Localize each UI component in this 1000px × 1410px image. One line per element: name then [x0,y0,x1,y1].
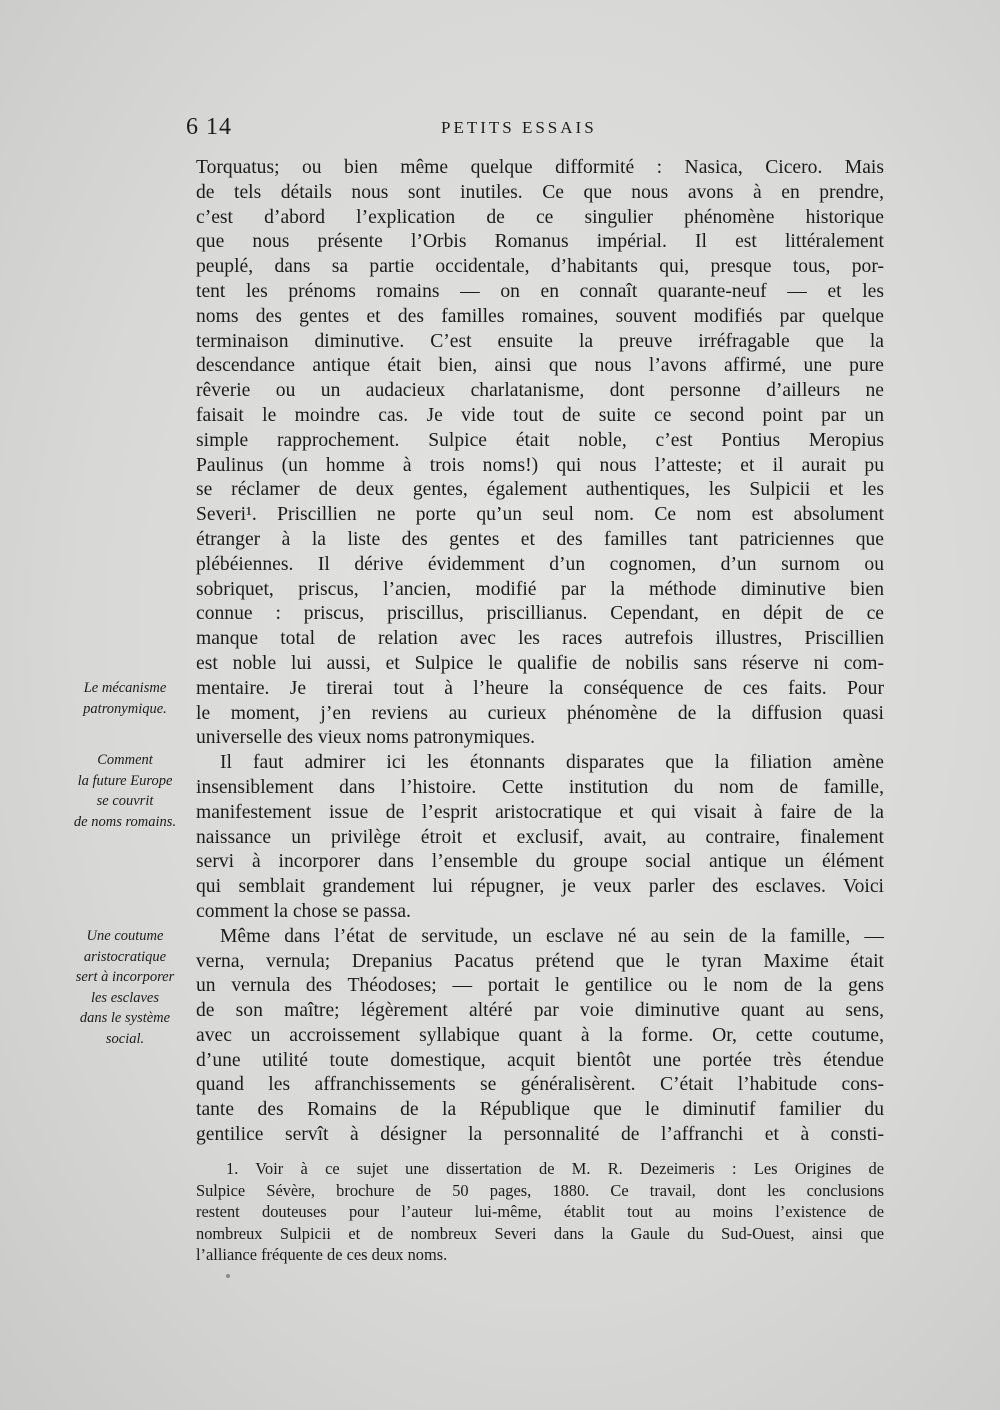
margin-note [60,926,190,1049]
text-line: tent les prénoms romains — on en connaît quarante-neuf — et les [196,280,884,302]
text-line: que nous présente l’Orbis Romanus impérial. Il est littéralement [196,231,884,253]
footnote-line: restent douteuses pour l’auteur lui-même, établit tout au moins l’existence de [196,1202,884,1221]
text-line: manque total de relation avec les races autrefois illustres, Priscillien [196,628,884,650]
text-line: comment la chose se passa. [196,900,411,922]
footnote-line: Sulpice Sévère, brochure de 50 pages, 1880. Ce travail, dont les conclusions [196,1180,884,1200]
text-line: noms des gentes et des familles romaines, souvent modifiés par quelque [196,305,884,327]
text-line: Paulinus (un homme à trois noms!) qui nous l’atteste; et il aurait pu [196,454,884,476]
text-line: Il faut admirer ici les étonnants disparates que la filiation amène [220,752,884,774]
margin-note-line: patronymique. [83,700,167,717]
margin-note-line: les esclaves [90,989,160,1006]
footnote-line: nombreux Sulpicii et de nombreux Severi dans la Gaule du Sud-Ouest, ainsi que [196,1223,884,1243]
text-line: insensiblement dans l’histoire. Cette institution du nom de famille, [196,776,884,798]
margin-note-line: se couvrit [96,793,154,809]
footnote [196,1158,884,1266]
text-line: avec un accroissement syllabique quant à la forme. Or, cette coutume, [196,1024,884,1046]
text-line: de son maître; légèrement altéré par voie diminutive quant au sens, [196,1000,884,1022]
ink-speck [226,1274,230,1278]
margin-note-line: sert à incorporer [75,969,175,985]
margin-note-line: Comment [97,752,153,768]
text-line: terminaison diminutive. C’est ensuite la preuve irréfragable que la [196,330,884,352]
text-line: Même dans l’état de servitude, un esclave né au sein de la famille, — [220,925,884,947]
margin-note-line: de noms romains. [73,813,177,830]
margin-note [60,750,190,832]
text-line: verna, vernula; Drepanius Pacatus prétend que le tyran Maxime était [196,950,884,972]
text-line: simple rapprochement. Sulpice était noble, c’est Pontius Meropius [196,429,884,451]
text-line: quand les affranchissements se généralisèrent. C’était l’habitude cons- [196,1074,884,1096]
text-line: servi à incorporer dans l’ensemble du groupe social antique un élément [196,851,884,873]
text-line: qui semblait grandement lui répugner, je veux parler des esclaves. Voici [196,876,884,898]
text-line: naissance un privilège étroit et exclusif, avait, au contraire, finalement [196,826,884,848]
margin-note [60,678,190,719]
text-line: descendance antique était bien, ainsi que nous l’avons affirmé, une pure [196,355,884,377]
main-text [196,156,884,1148]
text-line: gentilice servît à désigner la personnalité de l’affranchi et à consti- [196,1124,884,1146]
text-line: étranger à la liste des gentes et des familles tant patriciennes que [196,528,884,550]
text-line: plébéiennes. Il dérive évidemment d’un cognomen, d’un surnom ou [196,553,884,575]
text-line: un vernula des Théodoses; — portait le gentilice ou le nom de la gens [196,975,884,997]
footnote-line: 1. Voir à ce sujet une dissertation de M. R. Dezeimeris : Les Origines de [226,1159,884,1178]
text-line: Severi¹. Priscillien ne porte qu’un seul nom. Ce nom est absolument [196,504,884,526]
text-line: est noble lui aussi, et Sulpice le qualifie de nobilis sans réserve ni com- [196,652,884,674]
text-line: d’une utilité toute domestique, acquit bientôt une portée très étendue [196,1049,884,1071]
page-header [186,114,886,144]
margin-note-line: la future Europe [77,772,173,789]
page-number: 6 14 [186,114,232,140]
text-line: rêverie ou un audacieux charlatanisme, dont personne d’ailleurs ne [196,380,884,402]
text-line: manifestement issue de l’esprit aristocratique et qui visait à faire de la [196,801,884,823]
margin-note-line: Le mécanisme [83,680,167,696]
running-title: PETITS ESSAIS [441,118,597,137]
text-line: le moment, j’en reviens au curieux phénomène de la diffusion quasi [196,702,884,724]
footnote-line: l’alliance fréquente de ces deux noms. [196,1245,448,1264]
margin-note-line: Une coutume [86,928,164,944]
text-line: Torquatus; ou bien même quelque difformité : Nasica, Cicero. Mais [196,157,884,178]
margin-note-line: aristocratique [83,948,167,965]
text-line: se réclamer de deux gentes, également authentiques, les Sulpicii et les [196,479,884,501]
text-line: mentaire. Je tirerai tout à l’heure la conséquence de ces faits. Pour [196,677,884,699]
text-line: universelle des vieux noms patronymiques. [196,727,536,749]
text-line: connue : priscus, priscillus, priscillianus. Cependant, en dépit de ce [196,603,884,625]
text-line: peuplé, dans sa partie occidentale, d’habitants qui, presque tous, por- [196,256,884,278]
text-line: c’est d’abord l’explication de ce singulier phénomène historique [196,206,884,228]
text-line: tante des Romains de la République que le diminutif familier du [196,1099,884,1121]
text-line: sobriquet, priscus, l’ancien, modifié par la méthode diminutive bien [196,578,884,600]
text-line: faisait le moindre cas. Je vide tout de suite ce second point par un [196,404,884,426]
margin-note-line: dans le système [79,1010,171,1026]
margin-note-line: social. [105,1030,145,1047]
text-line: de tels détails nous sont inutiles. Ce que nous avons à en prendre, [196,181,884,203]
